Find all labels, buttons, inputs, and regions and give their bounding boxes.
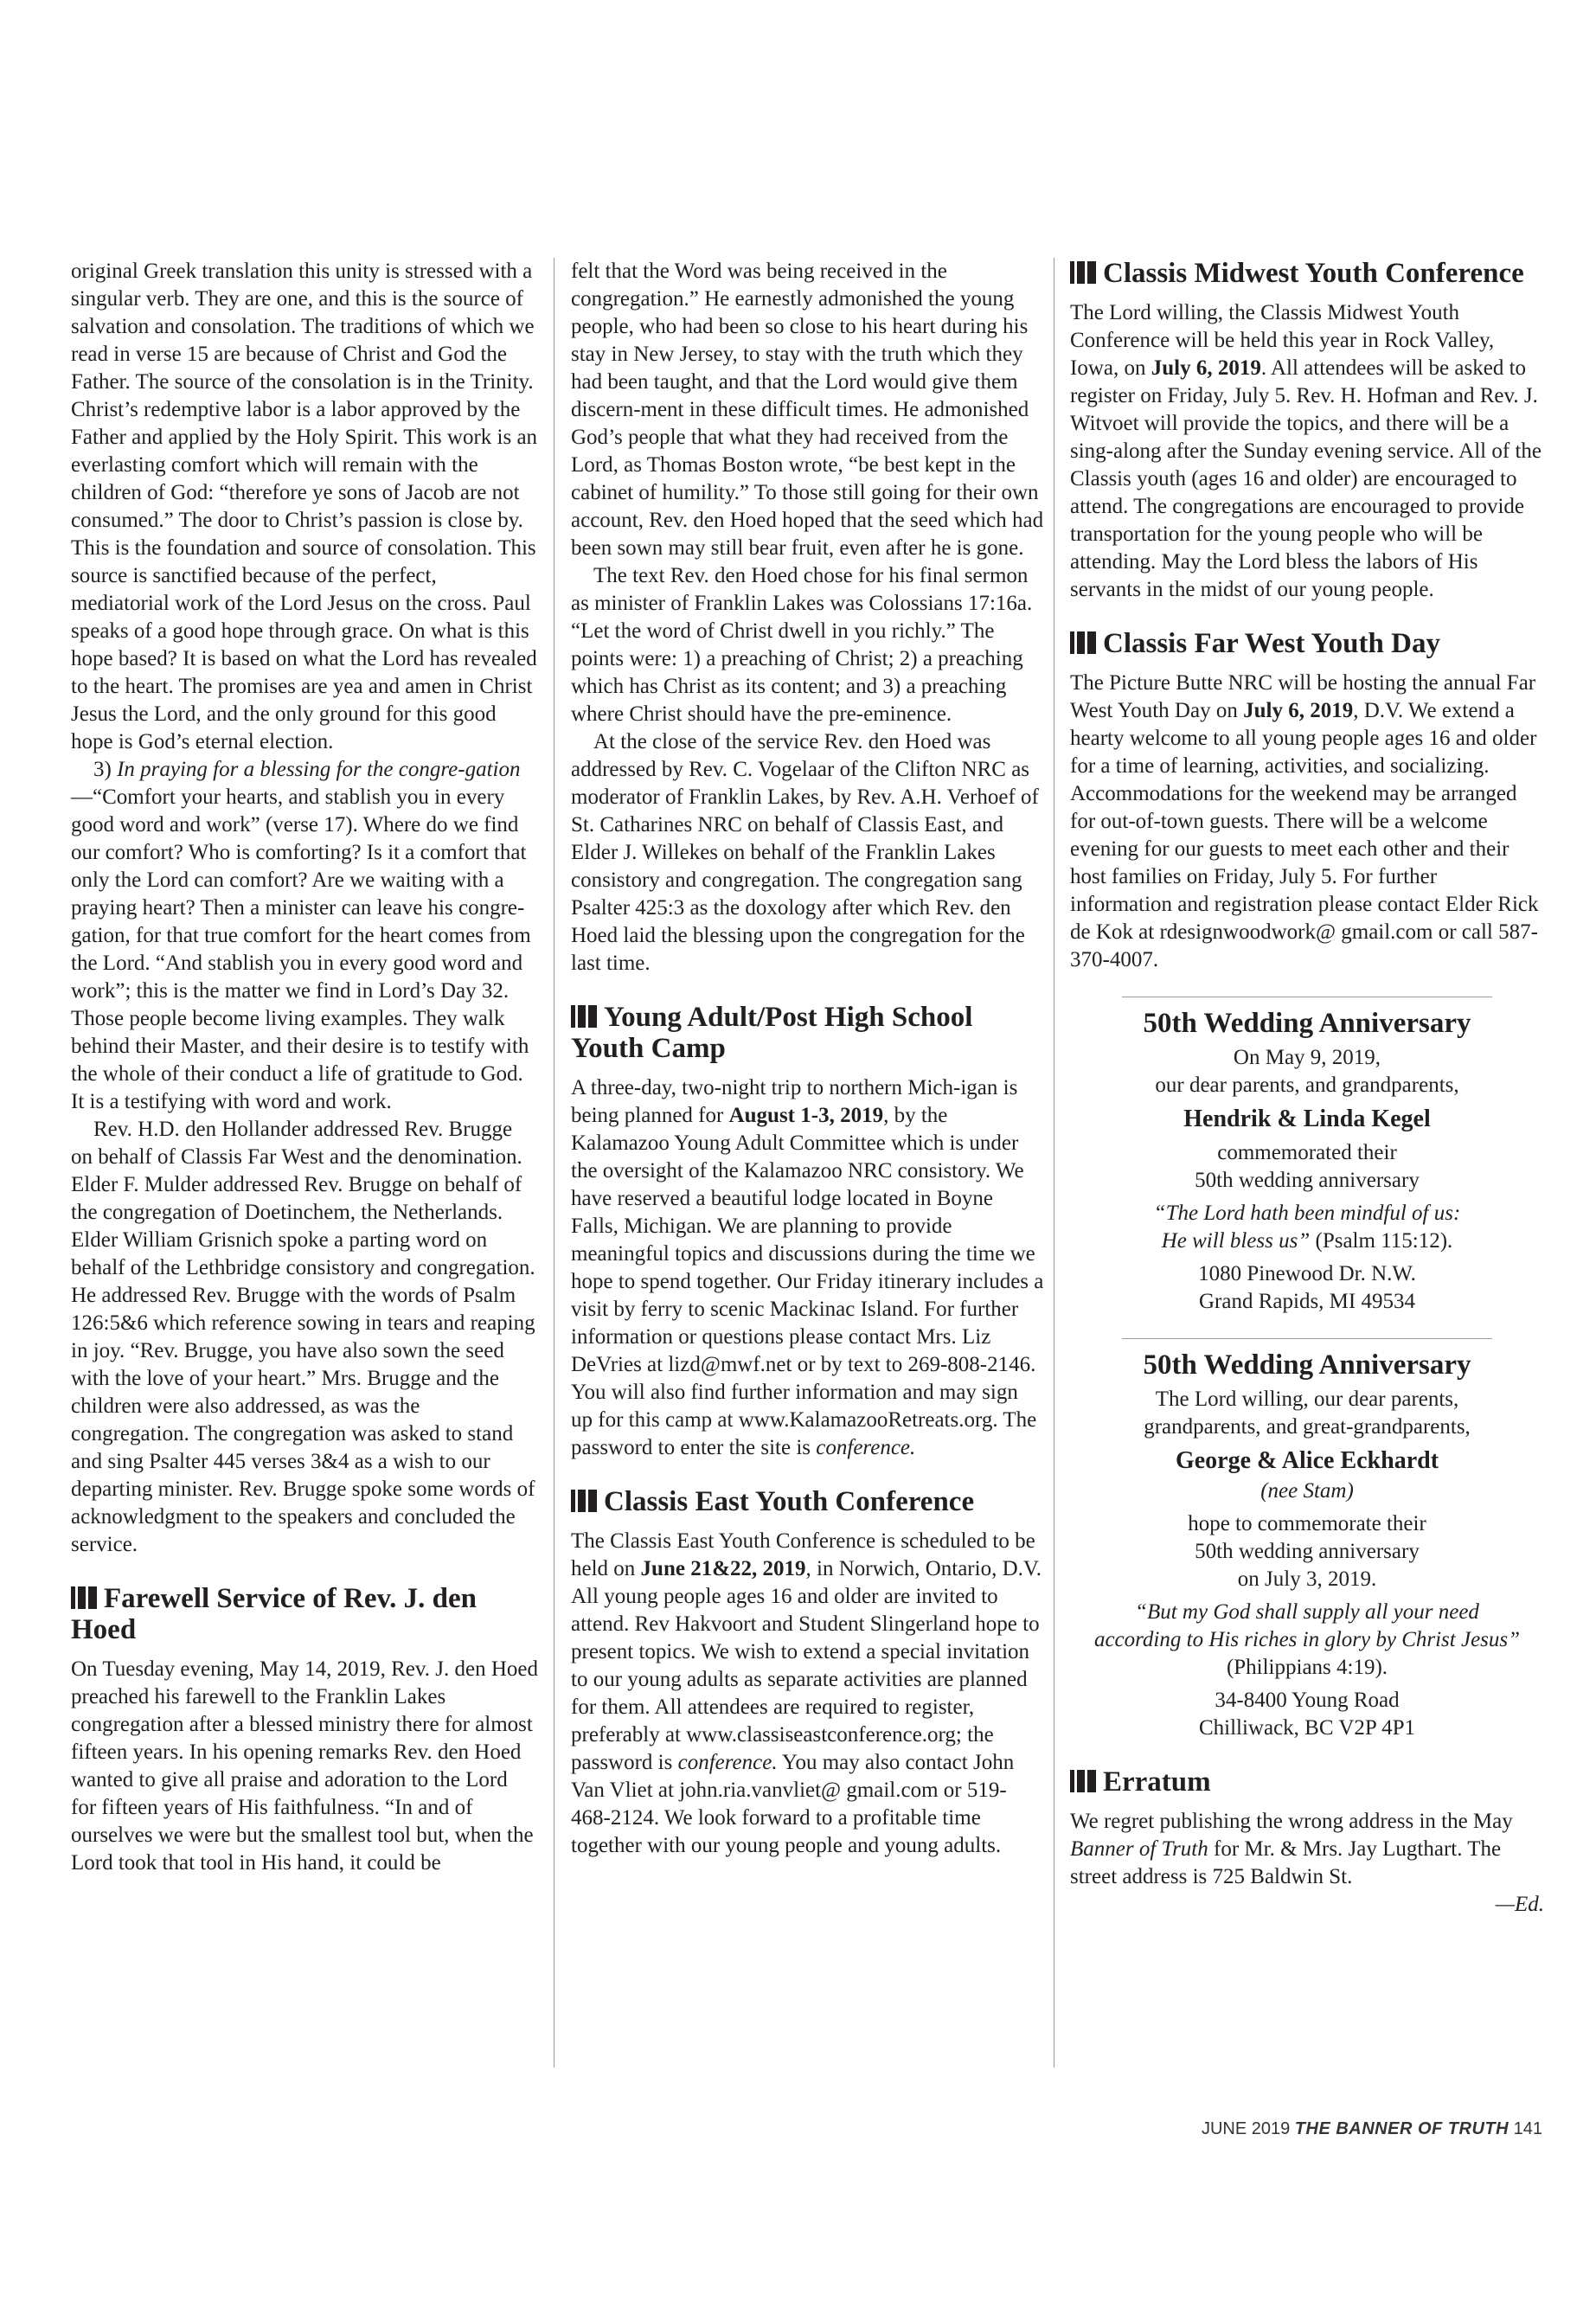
page-footer [1202, 2119, 1542, 2139]
paragraph: original Greek translation this unity is stressed with a singular verb. They are one, and this is the source of salvation and consolation. The traditions of which we read in verse 15 are because of Christ and God the Father. The source of the consolation is in the Trinity. Christ’s redemptive labor is a labor approved by the Father and applied by the Holy Spirit. This work is an everlasting comfort which will remain with the children of God: “therefore ye sons of Jacob are not consumed.” The door to Christ’s passion is close by. This is the foundation and source of consolation. This source is sanctified because of the perfect, mediatorial work of the Lord Jesus on the cross. Paul speaks of a good hope through grace. On what is this hope based? It is based on what the Lord has revealed to the heart. The promises are yea and amen in Christ Jesus the Lord, and the only ground for this good hope is God’s eternal election. [71, 260, 538, 753]
paragraph: A three-day, two-night trip to northern Mich-igan is being planned for August 1-3, 2019, by the Kalamazoo Young Adult Committee which is under the oversight of the Kalamazoo NRC consistory. We have reserved a beautiful lodge located in Boyne Falls, Michigan. We are planning to provide meaningful topics and discussions during the time we hope to spend together. Our Friday itinerary includes a visit by ferry to scenic Mackinac Island. For further information or questions please contact Mrs. Liz DeVries at lizd@mwf.net or by text to 269-808-2146. You will also find further information and may sign up for this camp at www.KalamazooRetreats.org. The password to enter the site is conference. [571, 1076, 1044, 1459]
column-3 [1070, 258, 1544, 1919]
section-heading-far-west: Classis Far West Youth Day [1070, 628, 1544, 659]
anniversary-notice-eckhardt: 50th Wedding Anniversary The Lord willing, our dear parents, grandparents, and great-grandparents, George & Alice Eckhardt (nee Stam) hope to commemorate their 50th wedding anniversary on July 3, 2019. “But my God shall supply all your need according to His riches in glory by Christ Jesus” (Philippians 4:19). 34-8400 Young Road Chilliwack, BC V2P 4P1 [1122, 1338, 1492, 1742]
section-marker-icon [71, 1586, 97, 1609]
paragraph: On Tuesday evening, May 14, 2019, Rev. J. den Hoed preached his farewell to the Franklin Lakes congregation after a blessed ministry there for almost fifteen years. In his opening remarks Rev. den Hoed wanted to give all praise and adoration to the Lord for fifteen years of His faithfulness. “In and of ourselves we were but the smallest tool but, when the Lord took that tool in His hand, it could be [71, 1657, 539, 1875]
section-heading-young-adult: Young Adult/Post High School Youth Camp [571, 1002, 973, 1064]
section-heading-farewell: Farewell Service of Rev. J. den Hoed [71, 1583, 478, 1645]
editor-signature: —Ed. [1495, 1893, 1544, 1916]
paragraph: The text Rev. den Hoed chose for his final sermon as minister of Franklin Lakes was Colossians 17:16a. “Let the word of Christ dwell in you richly.” The points were: 1) a preaching of Christ; 2) a preaching which has Christ as its content; and 3) a preaching where Christ should have the pre-eminence. [571, 564, 1033, 726]
paragraph: Rev. H.D. den Hollander addressed Rev. Brugge on behalf of Classis Far West and the denomination. Elder F. Mulder addressed Rev. Brugge on behalf of the congregation of Doetinchem, the Netherlands. Elder William Grisnich spoke a parting word on behalf of the Lethbridge consistory and congregation. He addressed Rev. Brugge with the words of Psalm 126:5&6 which reference sowing in tears and reaping in joy. “Rev. Brugge, you have also sown the seed with the love of your heart.” Mrs. Brugge and the children were also addressed, as was the congregation. The congregation was asked to stand and sing Psalter 445 verses 3&4 as a wish to our departing minister. Rev. Brugge spoke some words of acknowledgment to the speakers and concluded the service. [71, 1118, 535, 1556]
section-marker-icon [571, 1005, 597, 1028]
anniversary-names: Hendrik & Linda Kegel [1183, 1106, 1431, 1132]
column-1 [71, 258, 538, 1877]
section-marker-icon [571, 1490, 597, 1512]
section-heading-midwest: Classis Midwest Youth Conference [1070, 258, 1544, 289]
issue-date: JUNE 2019 [1201, 2119, 1291, 2138]
section-marker-icon [1070, 1770, 1096, 1792]
anniversary-title: 50th Wedding Anniversary [1143, 1008, 1471, 1039]
section-marker-icon [1070, 631, 1096, 654]
section-marker-icon [1070, 261, 1096, 284]
page-number: 141 [1513, 2119, 1542, 2138]
paragraph: 3) In praying for a blessing for the congre-gation—“Comfort your hearts, and stablish you in every good word and work” (verse 17). Where do we find our comfort? Who is comforting? Is it a comfort that only the Lord can comfort? Are we waiting with a praying heart? Then a minister can leave his congre-gation, for that true comfort for the heart comes from the Lord. “And stablish you in every good word and work”; this is the matter we find in Lord’s Day 32. Those people become living examples. They walk behind their Master, and their desire is to testify with the whole of their conduct a life of gratitude to God. It is a testifying with word and work. [71, 758, 531, 1113]
column-2 [571, 258, 1045, 1860]
magazine-title: THE BANNER OF TRUTH [1294, 2119, 1509, 2138]
anniversary-names: George & Alice Eckhardt [1175, 1447, 1439, 1474]
section-heading-classis-east: Classis East Youth Conference [571, 1486, 1045, 1517]
paragraph: felt that the Word was being received in the congregation.” He earnestly admonished the young people, who had been so close to his heart during his stay in New Jersey, to stay with the truth which they had been taught, and that the Lord would give them discern-ment in these difficult times. He admonished God’s people that what they had received from the Lord, as Thomas Boston wrote, “be best kept in the cabinet of humility.” To those still going for their own account, Rev. den Hoed hoped that the seed which had been sown may still bear fruit, even after he is gone. [571, 260, 1044, 560]
paragraph: The Picture Butte NRC will be hosting the annual Far West Youth Day on July 6, 2019, D.V. We extend a hearty welcome to all young people ages 16 and older for a time of learning, activities, and socializing. Accommodations for the weekend may be arranged for out-of-town guests. There will be a welcome evening for our guests to meet each other and their host families on Friday, July 5. For further information and registration please contact Elder Rick de Kok at rdesignwoodwork@ gmail.com or call 587-370-4007. [1070, 671, 1539, 971]
anniversary-title: 50th Wedding Anniversary [1143, 1349, 1471, 1381]
section-heading-erratum: Erratum [1070, 1766, 1544, 1798]
paragraph: We regret publishing the wrong address in the May Banner of Truth for Mr. & Mrs. Jay Lugthart. The street address is 725 Baldwin St. [1070, 1810, 1513, 1888]
paragraph: The Lord willing, the Classis Midwest Youth Conference will be held this year in Rock Valley, Iowa, on July 6, 2019. All attendees will be asked to register on Friday, July 5. Rev. H. Hofman and Rev. J. Witvoet will provide the topics, and there will be a sing-along after the Sunday evening service. All of the Classis youth (ages 16 and older) are encouraged to attend. The congregations are encouraged to provide transportation for the young people who will be attending. May the Lord bless the labors of His servants in the midst of our young people. [1070, 301, 1542, 601]
paragraph: The Classis East Youth Conference is scheduled to be held on June 21&22, 2019, in Norwich, Ontario, D.V. All young people ages 16 and older are invited to attend. Rev Hakvoort and Student Slingerland hope to present topics. We wish to extend a special invitation to our young adults as separate activities are planned for them. All attendees are required to register, preferably at www.classiseastconference.org; the password is conference. You may also contact John Van Vliet at john.ria.vanvliet@ gmail.com or 519-468-2124. We look forward to a profitable time together with our young people and young adults. [571, 1529, 1042, 1857]
paragraph: At the close of the service Rev. den Hoed was addressed by Rev. C. Vogelaar of the Clifton NRC as moderator of Franklin Lakes, by Rev. A.H. Verhoef of St. Catharines NRC on behalf of Classis East, and Elder J. Willekes on behalf of the Franklin Lakes consistory and congregation. The congregation sang Psalter 425:3 as the doxology after which Rev. den Hoed laid the blessing upon the congregation for the last time. [571, 730, 1039, 975]
anniversary-notice-kegel: 50th Wedding Anniversary On May 9, 2019, our dear parents, and grandparents, Hendrik & Linda Kegel commemorated their 50th wedding anniversary “The Lord hath been mindful of us: He will bless us” (Psalm 115:12). 1080 Pinewood Dr. N.W. Grand Rapids, MI 49534 [1122, 997, 1492, 1316]
